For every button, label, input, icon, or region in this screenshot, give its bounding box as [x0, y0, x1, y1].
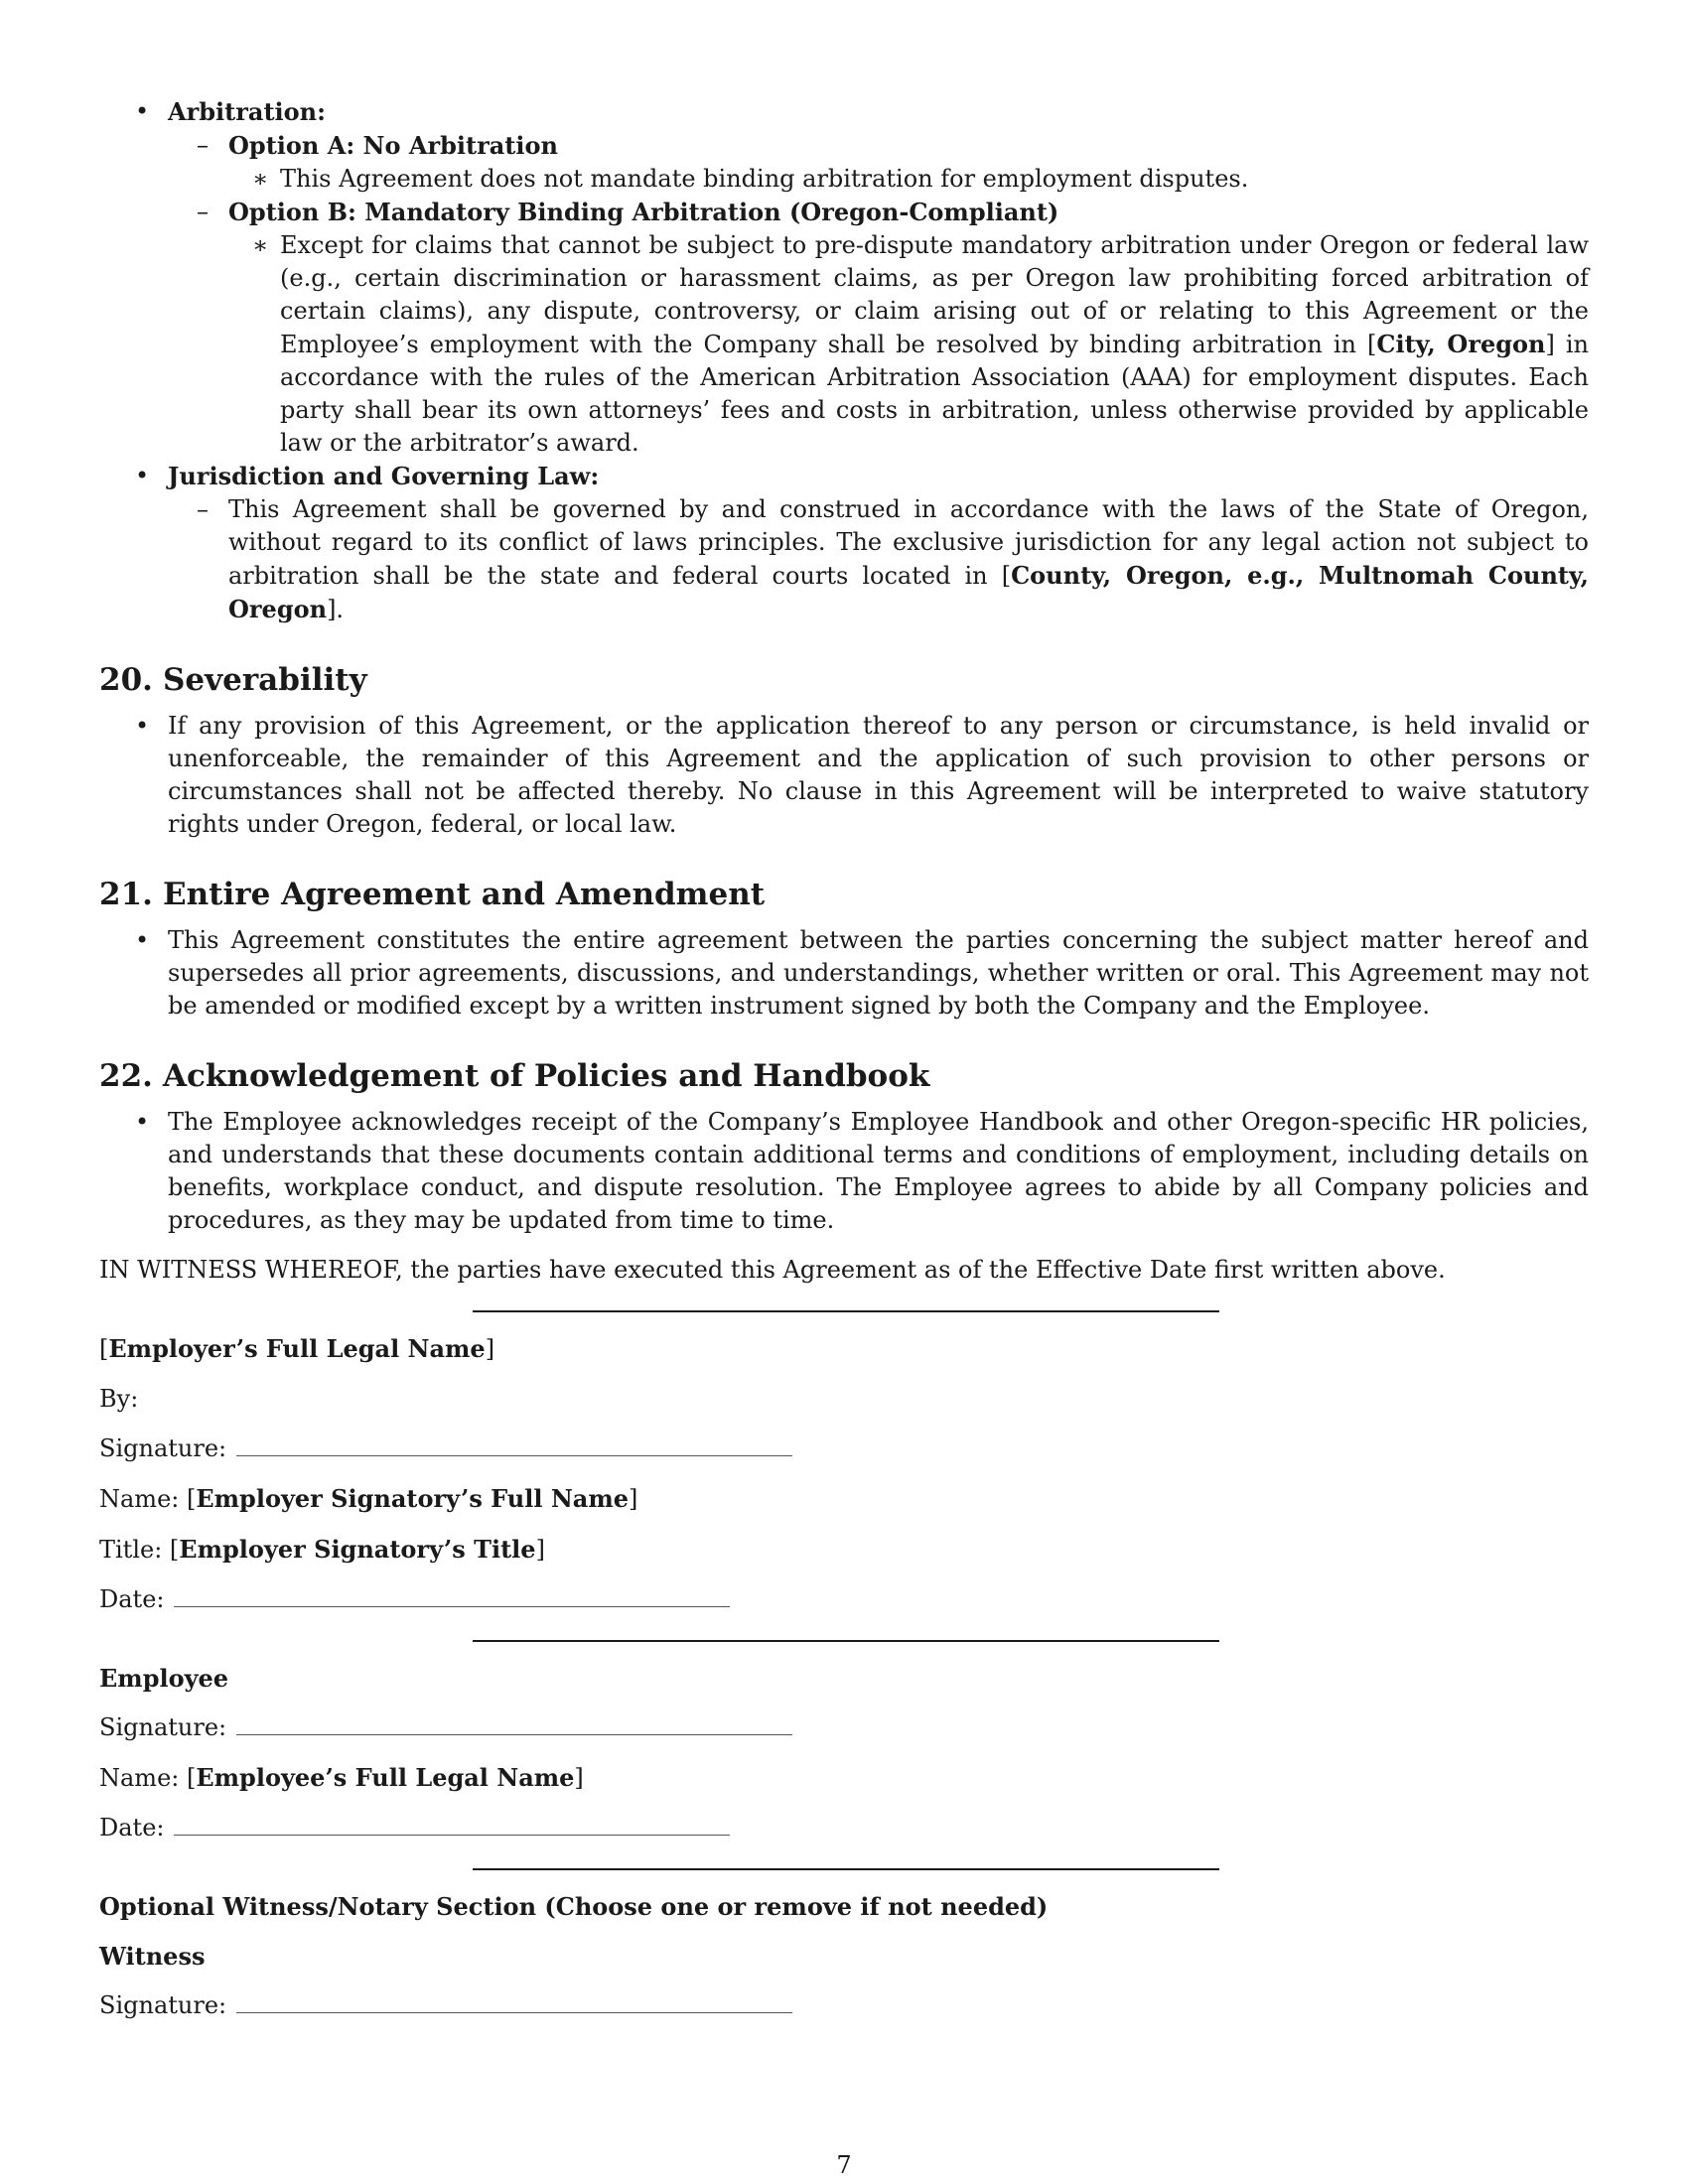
- employer-by-label: By:: [99, 1385, 139, 1413]
- optional-section-heading: Optional Witness/Notary Section (Choose one or remove if not needed): [99, 1892, 1049, 1921]
- separator-line: [473, 1640, 1219, 1642]
- dash-marker: –: [197, 495, 209, 523]
- bullet-marker: •: [135, 1108, 150, 1136]
- jurisdiction-text-item: [99, 493, 1589, 626]
- section-22-text: The Employee acknowledges receipt of the Company’s Employee Handbook and other Oregon-specific HR policies, and understands that these documents contain additional terms and conditions of employment, including details on benefits, workplace conduct, and dispute resolution. The Employee agrees to abide by all Company policies and procedures, as they may be updated from time to time.: [168, 1108, 1589, 1234]
- signature-label: Signature:: [99, 1434, 227, 1462]
- name-label: Name:: [99, 1764, 180, 1792]
- witness-statement: IN WITNESS WHEREOF, the parties have executed this Agreement as of the Effective Date first written above.: [99, 1256, 1446, 1284]
- section-21-text-item: [99, 924, 1589, 1023]
- employee-heading: Employee: [99, 1664, 229, 1693]
- employer-signatory-placeholder: Employer Signatory’s Full Name: [196, 1484, 629, 1513]
- section-20-text-item: [99, 710, 1589, 841]
- employer-name-placeholder: Employer’s Full Legal Name: [108, 1334, 486, 1363]
- arbitration-heading: Arbitration:: [168, 97, 326, 126]
- section-title: Acknowledgement of Policies and Handbook: [163, 1058, 930, 1094]
- arbitration-item: [99, 95, 1589, 129]
- employer-signature-row: [99, 1433, 1589, 1465]
- title-label: Title:: [99, 1536, 163, 1564]
- name-label: Name:: [99, 1485, 180, 1513]
- section-title: Entire Agreement and Amendment: [163, 877, 766, 912]
- section-20-heading: [99, 660, 1589, 700]
- bullet-marker: •: [135, 462, 150, 489]
- bullet-marker: •: [135, 712, 150, 740]
- dash-marker: –: [197, 131, 209, 159]
- employer-name-line: [Employer’s Full Legal Name]: [99, 1334, 495, 1363]
- employee-name-row: Name: [Employee’s Full Legal Name]: [99, 1763, 584, 1792]
- employee-date-row: [99, 1812, 1589, 1844]
- signature-label: Signature:: [99, 1713, 227, 1741]
- separator-line: [473, 1310, 1219, 1312]
- section-20-text: If any provision of this Agreement, or the application thereof to any person or circumstance, is held invalid or unenforceable, the remainder of this Agreement and the application of such provision to other persons or circumstances shall not be affected thereby. No clause in this Agreement will be interpreted to waive statutory rights under Oregon, federal, or local law.: [168, 712, 1589, 838]
- section-title: Severability: [163, 662, 367, 698]
- option-b-item: [99, 196, 1589, 229]
- bullet-marker: •: [135, 97, 150, 125]
- employee-signature-line[interactable]: [236, 1712, 792, 1735]
- employer-date-row: [99, 1583, 1589, 1616]
- option-a-text-item: [99, 163, 1589, 196]
- employer-signatory-name-row: Name: [Employer Signatory’s Full Name]: [99, 1484, 638, 1513]
- employer-signature-line[interactable]: [236, 1433, 792, 1456]
- option-b-text-before: Except for claims that cannot be subject to pre-dispute mandatory arbitration under Oregon or federal law (e.g., certain discrimination or harassment claims, as per Oregon law prohibiting forced arbitration of certain claims), any dispute, controversy, or claim arising out of or relating to this Agreement or the Employee’s employment with the Company shall be resolved by binding arbitration in [: [280, 231, 1589, 358]
- dash-marker: –: [197, 198, 209, 225]
- witness-signature-line[interactable]: [236, 1990, 792, 2013]
- signature-label: Signature:: [99, 1991, 227, 2019]
- employee-name-placeholder: Employee’s Full Legal Name: [196, 1763, 575, 1792]
- option-b-title: Option B: Mandatory Binding Arbitration (Oregon-Compliant): [228, 198, 1059, 226]
- county-placeholder: County, Oregon, e.g., Multnomah County, Oregon: [228, 561, 1589, 623]
- jurisdiction-text-after: ].: [327, 596, 345, 623]
- bullet-marker: •: [135, 926, 150, 954]
- section-number: 20.: [99, 662, 153, 698]
- asterisk-marker: ∗: [252, 231, 269, 259]
- witness-signature-row: [99, 1989, 1589, 2022]
- asterisk-marker: ∗: [252, 165, 269, 193]
- employer-title-placeholder: Employer Signatory’s Title: [179, 1535, 536, 1564]
- employer-date-line[interactable]: [174, 1584, 730, 1607]
- option-b-text-item: [99, 229, 1589, 460]
- employee-signature-row: [99, 1711, 1589, 1744]
- city-placeholder: City, Oregon: [1376, 330, 1546, 358]
- page-number: 7: [836, 2151, 852, 2179]
- date-label: Date:: [99, 1814, 165, 1842]
- section-number: 22.: [99, 1058, 153, 1094]
- jurisdiction-text-before: This Agreement shall be governed by and construed in accordance with the laws of the State of Oregon, without regard to its conflict of laws principles. The exclusive jurisdiction for any legal action not subject to arbitration shall be the state and federal courts located in [: [228, 495, 1589, 590]
- employer-title-row: Title: [Employer Signatory’s Title]: [99, 1535, 545, 1564]
- option-a-item: [99, 129, 1589, 163]
- employee-date-line[interactable]: [174, 1813, 730, 1836]
- section-number: 21.: [99, 877, 153, 912]
- separator-line: [473, 1868, 1219, 1870]
- section-22-heading: [99, 1056, 1589, 1096]
- option-b-text-after: ] in accordance with the rules of the American Arbitration Association (AAA) for employment disputes. Each party shall bear its own attorneys’ fees and costs in arbitration, unless otherwise provided by applicable law or the arbitrator’s award.: [280, 331, 1589, 457]
- date-label: Date:: [99, 1585, 165, 1613]
- section-21-heading: [99, 875, 1589, 914]
- document-page: [99, 95, 1589, 2022]
- jurisdiction-item: [99, 460, 1589, 493]
- jurisdiction-heading: Jurisdiction and Governing Law:: [168, 462, 600, 490]
- witness-heading: Witness: [99, 1942, 206, 1971]
- section-22-text-item: [99, 1106, 1589, 1237]
- option-a-title: Option A: No Arbitration: [228, 131, 558, 160]
- option-a-text: This Agreement does not mandate binding arbitration for employment disputes.: [280, 165, 1249, 193]
- section-21-text: This Agreement constitutes the entire agreement between the parties concerning the subject matter hereof and supersedes all prior agreements, discussions, and understandings, whether written or oral. This Agreement may not be amended or modified except by a written instrument signed by both the Company and the Employee.: [168, 926, 1589, 1020]
